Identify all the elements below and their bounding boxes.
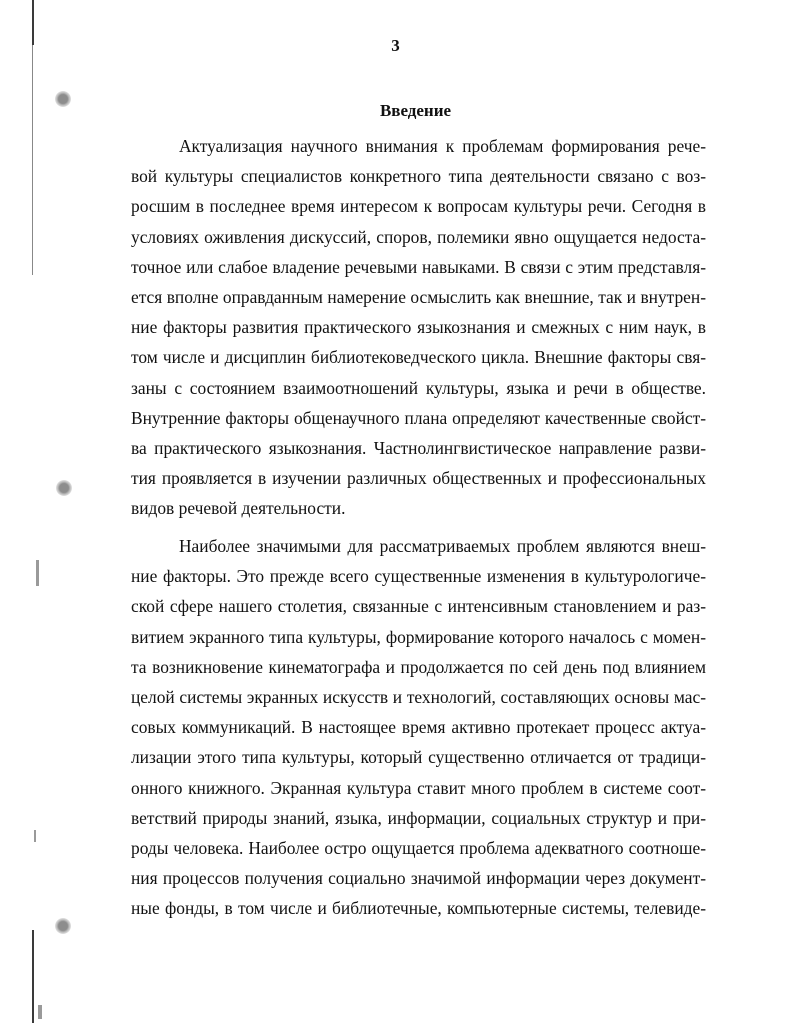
text-line: точное или слабое владение речевыми навыками. В связи с этим представля- [131, 256, 706, 277]
text-line: витием экранного типа культуры, формирование которого началось с момен- [131, 626, 706, 647]
page-number: 3 [391, 36, 400, 55]
text-line: роды человека. Наиболее остро ощущается проблема адекватного соотноше- [131, 837, 706, 858]
scan-edge-line [32, 930, 34, 1023]
text-line: видов речевой деятельности. [131, 498, 346, 519]
text-line: ва практического языкознания. Частнолингвистическое направление разви- [131, 437, 706, 458]
punch-hole-mark [56, 480, 72, 496]
text-line: ния процессов получения социально значимой информации через документ- [131, 868, 706, 889]
text-line: ется вполне оправданным намерение осмыслить как внешние, так и внутрен- [131, 286, 706, 307]
text-line: росшим в последнее время интересом к вопросам культуры речи. Сегодня в [131, 196, 706, 217]
section-heading: Введение [379, 101, 452, 120]
text-line: ние факторы. Это прежде всего существенные изменения в культурологиче- [131, 566, 706, 587]
text-line: лизации этого типа культуры, который существенно отличается от традици- [131, 747, 706, 768]
text-line: Актуализация научного внимания к проблемам формирования рече- [179, 136, 706, 156]
text-line: ветствий природы знаний, языка, информации, социальных структур и при- [131, 807, 706, 828]
text-line: условиях оживления дискуссий, споров, полемики явно ощущается недоста- [131, 226, 706, 247]
scan-speck [34, 830, 36, 842]
scan-edge-line [32, 45, 33, 275]
text-line: ние факторы развития практического языкознания и смежных с ним наук, в [131, 317, 706, 338]
text-line: онного книжного. Экранная культура ставит много проблем в системе соот- [131, 777, 706, 798]
text-line: та возникновение кинематографа и продолжается по сей день под влиянием [131, 656, 706, 677]
paragraph-2 [131, 531, 706, 923]
text-line: Наиболее значимыми для рассматриваемых проблем являются внеш- [179, 536, 706, 556]
scan-speck [36, 560, 39, 586]
text-line: ные фонды, в том числе и библиотечные, компьютерные системы, телевиде- [131, 898, 706, 919]
text-line: том числе и дисциплин библиотековедческого цикла. Внешние факторы свя- [131, 347, 706, 368]
text-line: Внутренние факторы общенаучного плана определяют качественные свойст- [131, 407, 706, 428]
paragraph-1 [131, 131, 706, 523]
text-line: целой системы экранных искусств и технологий, составляющих основы мас- [131, 686, 706, 707]
scan-speck [38, 1005, 42, 1019]
text-line: вой культуры специалистов конкретного типа деятельности связано с воз- [131, 166, 706, 187]
text-line: совых коммуникаций. В настоящее время активно протекает процесс актуа- [131, 717, 706, 738]
text-line: тия проявляется в изучении различных общественных и профессиональных [131, 468, 706, 489]
text-line: ской сфере нашего столетия, связанные с интенсивным становлением и раз- [131, 596, 706, 617]
text-line: заны с состоянием взаимоотношений культуры, языка и речи в обществе. [131, 377, 706, 398]
punch-hole-mark [55, 918, 71, 934]
